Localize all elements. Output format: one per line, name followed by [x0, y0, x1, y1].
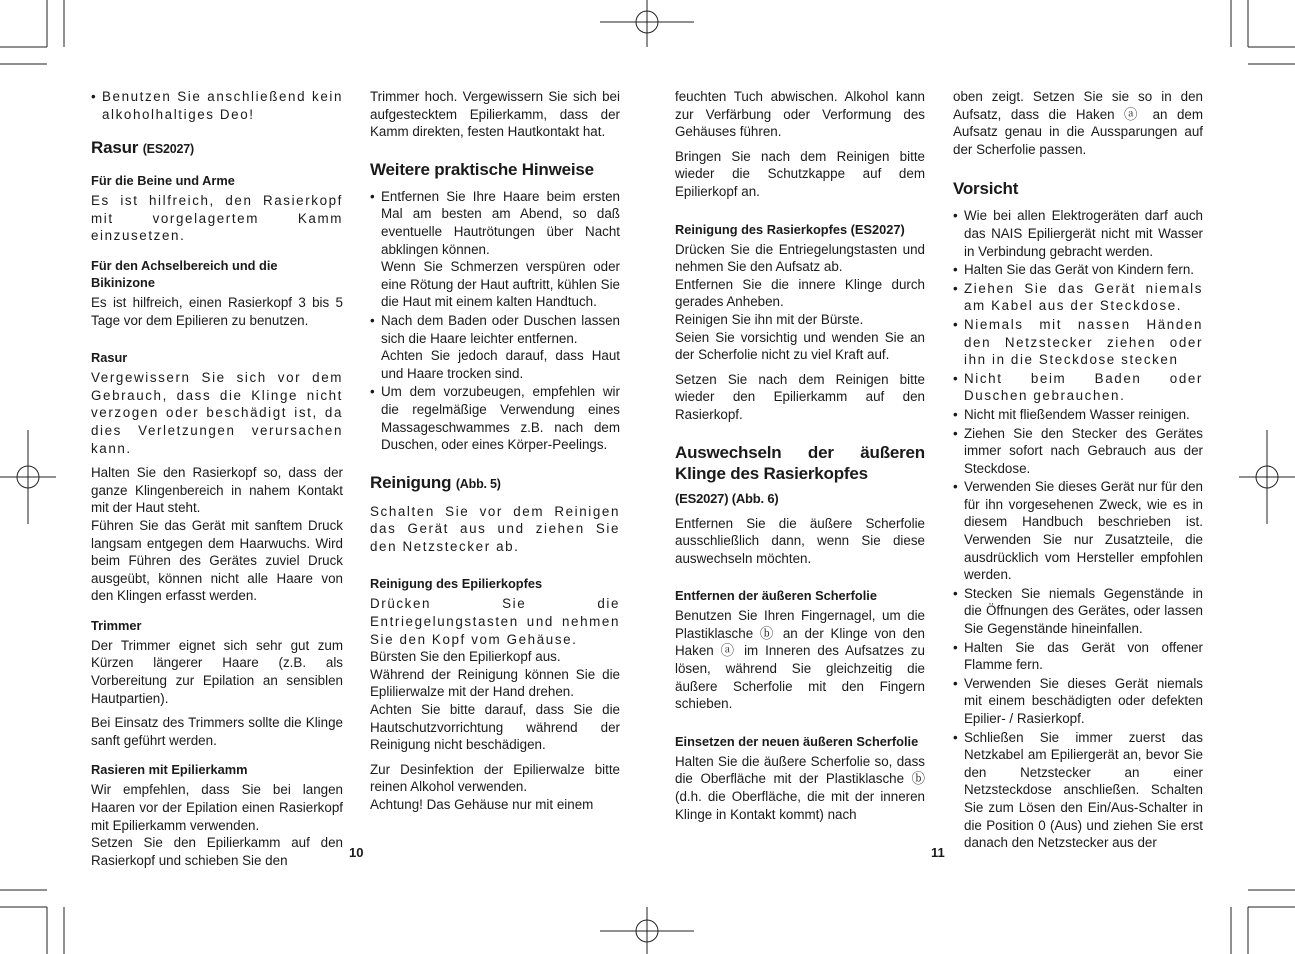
paragraph: Setzen Sie nach dem Reinigen bitte wieder den Epilierkamm auf den Rasierkopf.	[675, 371, 925, 422]
subheading-trimmer: Trimmer	[91, 617, 142, 633]
column-4	[953, 88, 1203, 859]
list-item	[370, 188, 620, 311]
column-3	[675, 88, 925, 830]
list-item: • Ziehen Sie den Stecker des Gerätes immer sofort nach Gebrauch aus der Steckdose.	[953, 425, 1203, 478]
paragraph: oben zeigt. Setzen Sie sie so in den Aufsatz, dass die Haken ⓐ an dem Aufsatz genau in die Aussparungen auf der Scherfolie passen.	[953, 89, 1203, 157]
paragraph: Halten Sie den Rasierkopf so, dass der ganze Klingenbereich in nahem Kontakt mit der Haut steht.	[91, 465, 343, 516]
paragraph: Wir empfehlen, dass Sie bei langen Haaren vor der Epilation einen Rasierkopf mit Epilierkamm verwenden.	[91, 782, 343, 833]
subheading-rasur: Rasur	[91, 350, 128, 366]
column-2	[370, 88, 620, 821]
paragraph: Drücken Sie die Entriegelungstasten und nehmen Sie den Kopf vom Gehäuse.	[370, 596, 620, 647]
paragraph: Seien Sie vorsichtig und wenden Sie an der Scherfolie nicht zu viel Kraft auf.	[675, 329, 925, 363]
list-item: • Halten Sie das Gerät von offener Flamme fern.	[953, 639, 1203, 674]
paragraph: Es ist hilfreich, einen Rasierkopf 3 bis 5 Tage vor dem Epilieren zu benutzen.	[91, 294, 343, 328]
paragraph: Schalten Sie vor dem Reinigen das Gerät aus und ziehen Sie den Netzstecker ab.	[370, 503, 620, 554]
list-item-text: Achten Sie jedoch darauf, dass Haut und Haare trocken sind.	[381, 348, 620, 381]
subheading-entfernen: Entfernen der äußeren Scherfolie	[675, 588, 877, 604]
paragraph: Halten Sie die äußere Scherfolie so, dass die Oberfläche mit der Plastiklasche ⓑ (d.h. die Oberfläche, die mit der inneren Klinge in Kontakt kommt) nach	[675, 753, 925, 822]
list-item: • Nicht mit fließendem Wasser reinigen.	[953, 406, 1203, 424]
deo-list	[91, 88, 343, 123]
list-item: • Nicht beim Baden oder Duschen gebrauchen.	[953, 370, 1203, 405]
paragraph: Drücken Sie die Entriegelungstasten und nehmen Sie den Aufsatz ab.	[675, 241, 925, 275]
heading-model: (ES2027)	[142, 142, 194, 157]
subheading-beine: Für die Beine und Arme	[91, 173, 235, 189]
page-number-left: 10	[349, 845, 364, 860]
list-item: • Stecken Sie niemals Gegenstände in die Öffnungen des Gerätes, oder lassen Sie Gegenstände hineinfallen.	[953, 585, 1203, 638]
section-heading-vorsicht: Vorsicht	[953, 179, 1019, 199]
paragraph: Setzen Sie den Epilierkamm auf den Rasierkopf und schieben Sie den	[91, 835, 343, 868]
paragraph: Während der Reinigung können Sie die Eplilierwalze mit der Hand drehen.	[370, 666, 620, 700]
list-item: • Niemals mit nassen Händen den Netzstecker ziehen oder ihn in die Steckdose stecken	[953, 316, 1203, 369]
list-item-text: Entfernen Sie Ihre Haare beim ersten Mal am besten am Abend, so daß eventuelle Hautrötungen über Nacht abklingen können.	[381, 188, 620, 257]
paragraph: Entfernen Sie die äußere Scherfolie ausschließlich dann, wenn Sie diese auswechseln möchten.	[675, 515, 925, 566]
list-item-text: Nach dem Baden oder Duschen lassen sich die Haare leichter entfernen.	[381, 312, 620, 346]
heading-figure-ref: (Abb. 5)	[455, 476, 501, 491]
section-heading-reinigung	[370, 472, 620, 495]
page-number-right: 11	[931, 845, 945, 860]
paragraph: Bürsten Sie den Epilierkopf aus.	[370, 649, 561, 665]
list-item: • Um dem vorzubeugen, empfehlen wir die regelmäßige Verwendung eines Massageschwammes z.B. nach dem Duschen, oder eines Körper-Peelings.	[370, 383, 620, 453]
section-heading-hinweise: Weitere praktische Hinweise	[370, 159, 594, 179]
paragraph: Benutzen Sie Ihren Fingernagel, um die Plastiklasche ⓑ an der Klinge von den Haken ⓐ im Inneren des Aufsatzes zu lösen, während Sie gleichzeitig die äußere Scherfolie mit den Fingern schieben.	[675, 608, 925, 712]
paragraph: Achtung! Das Gehäuse nur mit einem	[370, 797, 594, 812]
list-item: • Wie bei allen Elektrogeräten darf auch das NAIS Epiliergerät nicht mit Wasser in Verbindung gebracht werden.	[953, 207, 1203, 260]
subheading-kamm: Rasieren mit Epilierkamm	[91, 762, 248, 778]
section-heading-rasur	[91, 137, 343, 160]
paragraph: Es ist hilfreich, den Rasierkopf mit vorgelagertem Kamm einzusetzen.	[91, 193, 343, 244]
list-item	[370, 312, 620, 382]
list-item: • Ziehen Sie das Gerät niemals am Kabel aus der Steckdose.	[953, 280, 1203, 315]
list-item: • Benutzen Sie anschließend kein alkoholhaltiges Deo!	[91, 88, 343, 123]
paragraph: Bringen Sie nach dem Reinigen bitte wieder die Schutzkappe auf dem Epilierkopf an.	[675, 148, 925, 199]
subheading-achsel: Für den Achselbereich und die Bikinizone	[91, 257, 278, 290]
subheading-epilierkopf: Reinigung des Epilierkopfes	[370, 576, 543, 592]
subheading-einsetzen: Einsetzen der neuen äußeren Scherfolie	[675, 733, 919, 749]
paragraph: Achten Sie bitte darauf, dass Sie die Hautschutzvorrichtung während der Reinigung nicht beschädigen.	[370, 702, 620, 753]
heading-text: Reinigung	[370, 472, 452, 492]
paragraph: Zur Desinfektion der Epilierwalze bitte reinen Alkohol verwenden.	[370, 761, 620, 795]
paragraph: Trimmer hoch. Vergewissern Sie sich bei aufgestecktem Epilierkamm, dass der Kamm direkten, festen Hautkontakt hat.	[370, 89, 620, 140]
heading-text: Rasur	[91, 138, 139, 158]
paragraph: feuchten Tuch abwischen. Alkohol kann zur Verfärbung oder Verformung des Gehäuses führen.	[675, 89, 925, 140]
subheading-rasierkopf: Reinigung des Rasierkopfes (ES2027)	[675, 221, 905, 237]
list-item: • Verwenden Sie dieses Gerät niemals mit einem beschädigten oder defekten Epilier- / Rasierkopf.	[953, 675, 1203, 728]
list-item: • Halten Sie das Gerät von Kindern fern.	[953, 261, 1203, 279]
paragraph: Entfernen Sie die innere Klinge durch gerades Anheben.	[675, 276, 925, 310]
list-item: • Verwenden Sie dieses Gerät nur für den für ihn vorgesehenen Zweck, wie es in diesem Handbuch beschrieben ist. Verwenden Sie nur Zusatzteile, die ausdrücklich vom Hersteller empfohlen werden.	[953, 478, 1203, 584]
column-1	[91, 88, 343, 876]
vorsicht-list	[953, 207, 1203, 851]
paragraph: Führen Sie das Gerät mit sanftem Druck langsam entgegen dem Haarwuchs. Wird beim Führen des Gerätes zuviel Druck ausgeübt, können nicht alle Haare von den Klingen erfasst werden.	[91, 517, 343, 604]
paragraph: Bei Einsatz des Trimmers sollte die Klinge sanft geführt werden.	[91, 715, 343, 748]
hinweise-list	[370, 188, 620, 454]
paragraph: Reinigen Sie ihn mit der Bürste.	[675, 311, 864, 327]
heading-text: Auswechseln der äußeren Klinge des Rasierkopfes	[675, 442, 925, 483]
heading-figure-ref: (ES2027) (Abb. 6)	[675, 490, 779, 506]
paragraph: Der Trimmer eignet sich sehr gut zum Kürzen längerer Haare (z.B. als Vorbereitung zur Epilation an sensiblen Hautpartien).	[91, 637, 343, 706]
list-item-text: Wenn Sie Schmerzen verspüren oder eine Rötung der Haut auftritt, kühlen Sie die Haut mit einem kalten Handtuch.	[381, 259, 620, 310]
section-heading-auswechseln	[675, 442, 925, 509]
list-item: • Schließen Sie immer zuerst das Netzkabel am Epiliergerät an, bevor Sie den Netzstecker an einer Netzsteckdose anschließen. Schalten Sie zum Lösen den Ein/Aus-Schalter in die Position 0 (Aus) und ziehen Sie erst danach den Netzstecker aus der	[953, 729, 1203, 852]
paragraph: Vergewissern Sie sich vor dem Gebrauch, dass die Klinge nicht verzogen oder beschädigt ist, da dies Verletzungen verursachen kann.	[91, 370, 343, 456]
